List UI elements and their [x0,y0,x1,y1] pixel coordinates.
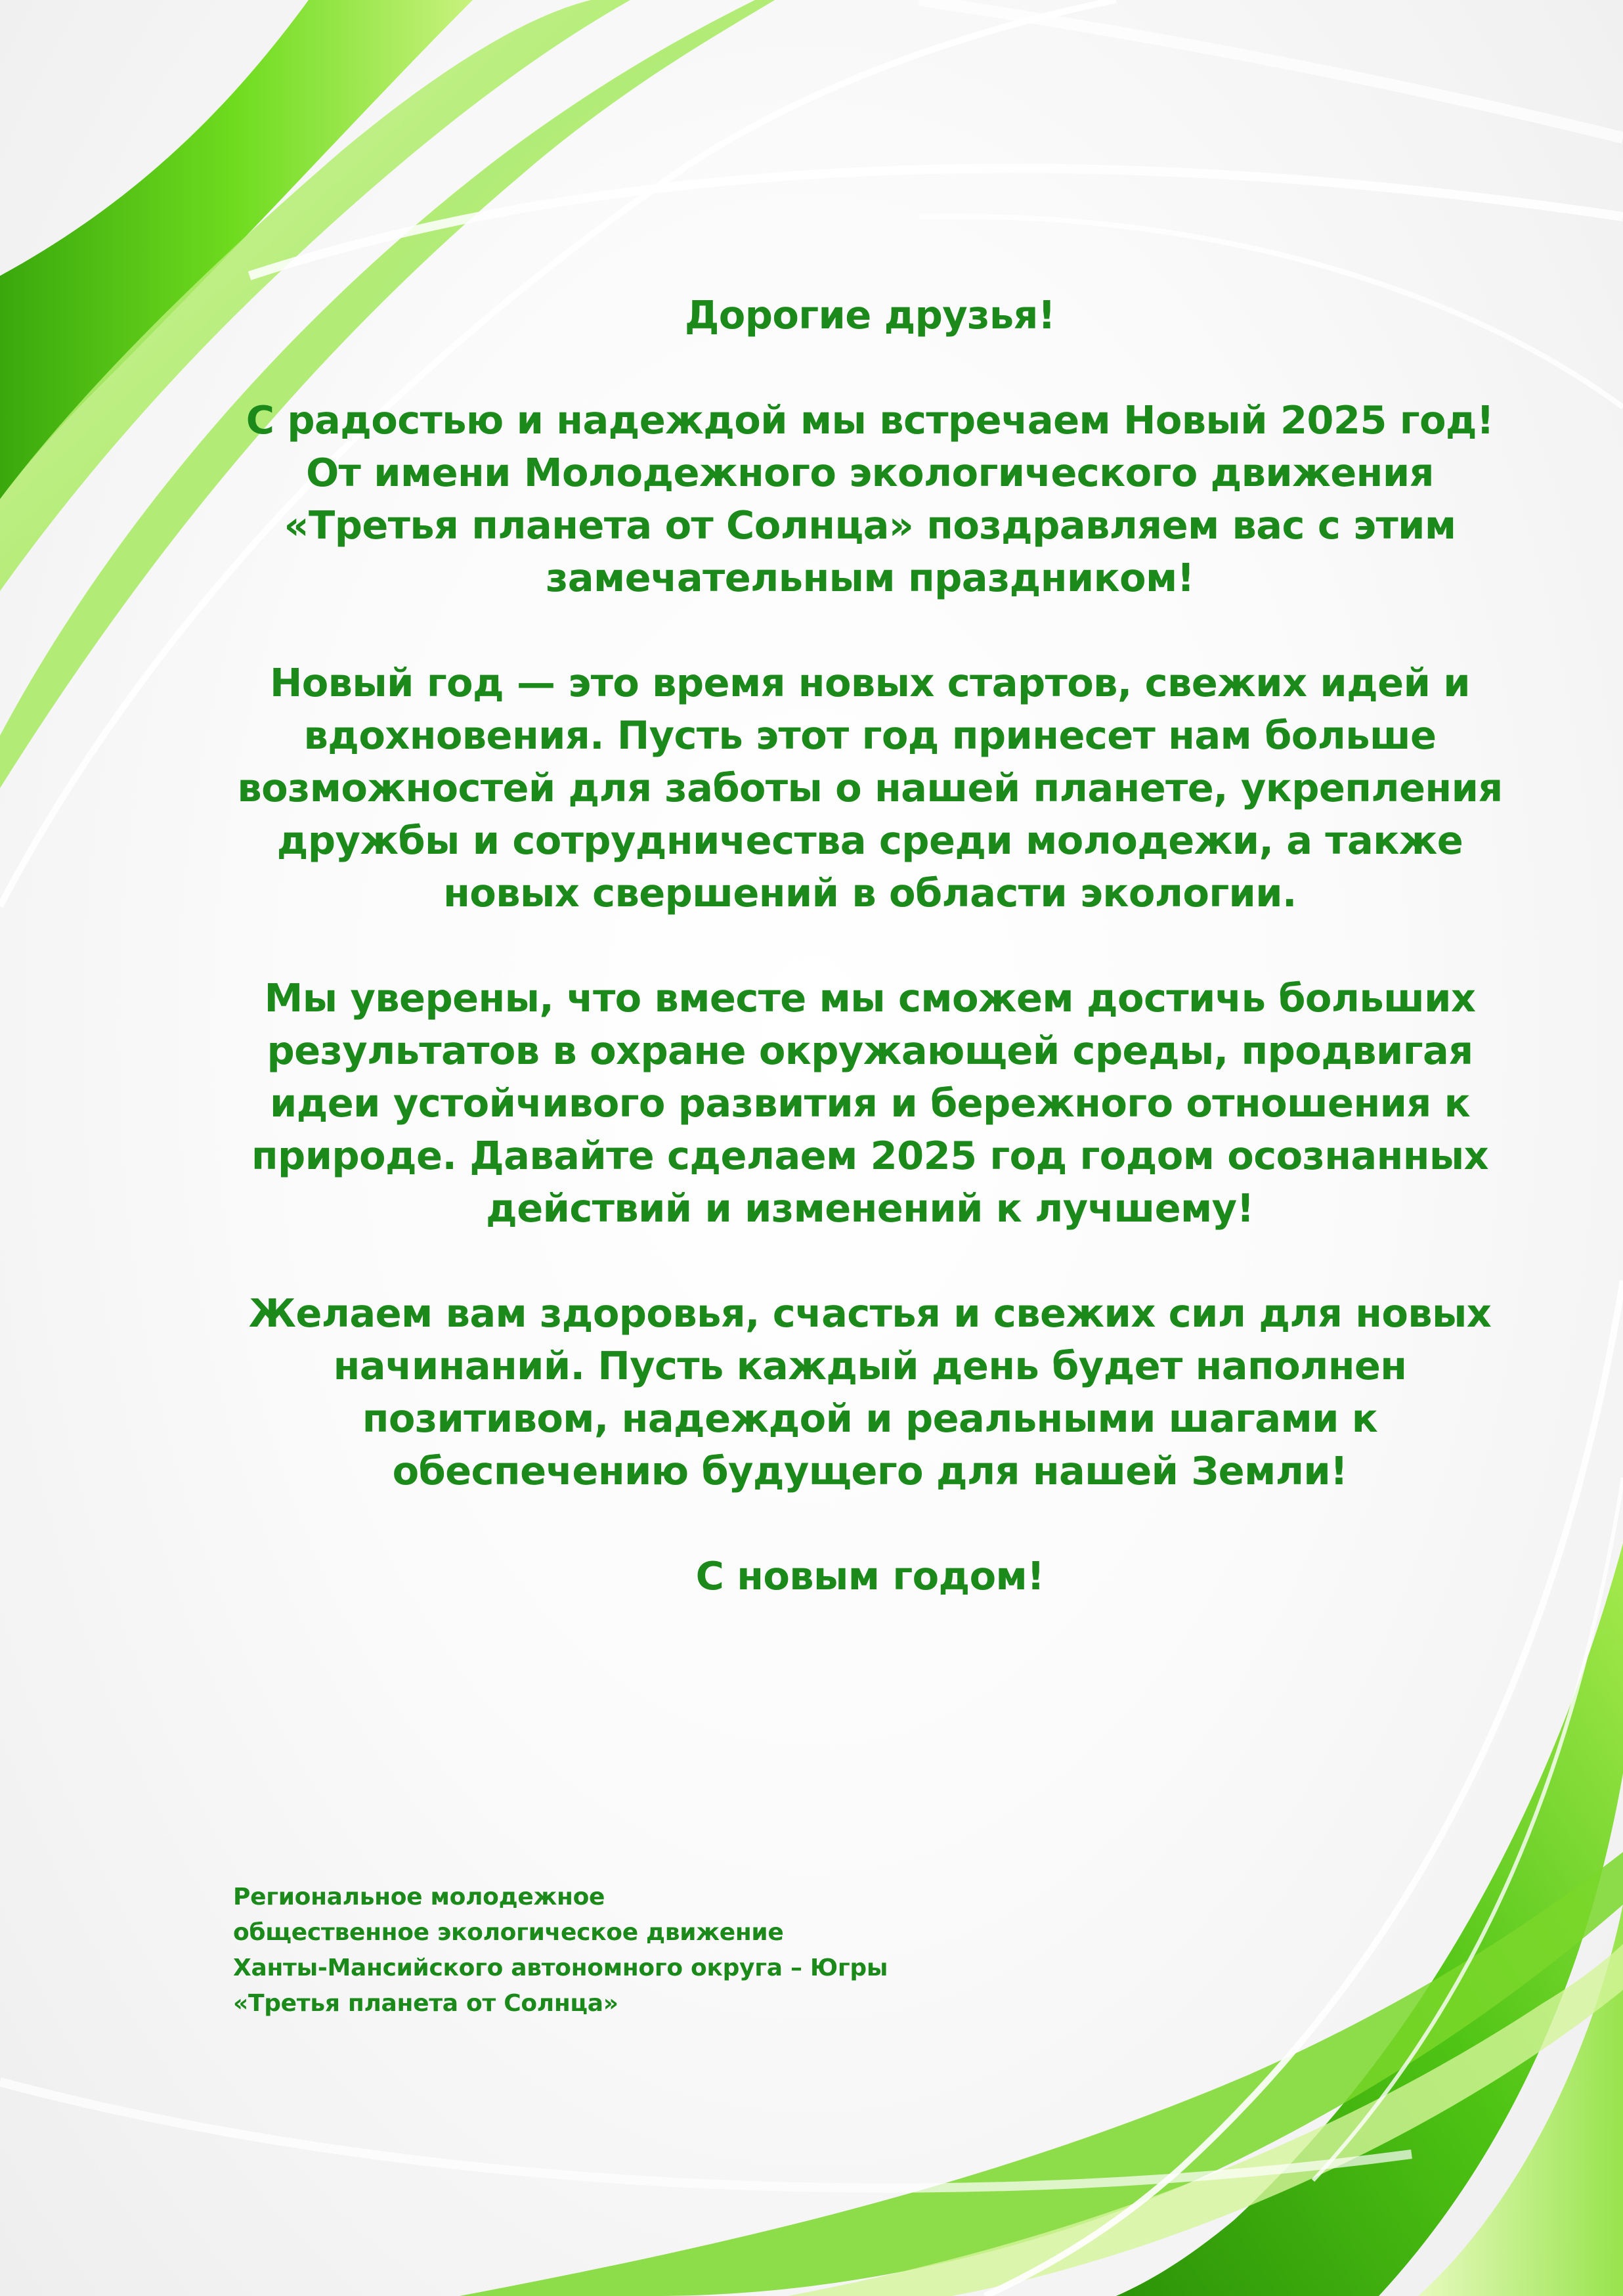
letter-paragraph: Желаем вам здоровья, счастья и свежих сил для новых начинаний. Пусть каждый день будет наполнен позитивом, надеждой и реальными шагами к обеспечению будущего для нашей Земли! [248,1291,1492,1493]
organization-line: Ханты-Мансийского автономного округа – Югры [233,1954,888,1981]
letter-greeting: Дорогие друзья! [684,292,1056,338]
letter-closing: С новым годом! [695,1553,1045,1599]
letter-paragraph: Мы уверены, что вместе мы сможем достичь больших результатов в охране окружающей среды, продвигая идеи устойчивого развития и бережного отношения к природе. Давайте сделаем 2025 год годом осознанных действий и изменений к лучшему! [251,975,1489,1231]
organization-line: общественное экологическое движение [233,1919,784,1946]
letter-body [236,289,1504,1602]
organization-signature [233,1880,1021,2021]
organization-line: «Третья планета от Солнца» [233,1990,618,2017]
top-grey-arc [249,168,1623,276]
letter-paragraph: С радостью и надеждой мы встречаем Новый 2025 год! От имени Молодежного экологического движения «Третья планета от Солнца» поздравляем вас с этим замечательным праздником! [246,397,1494,600]
organization-line: Региональное молодежное [233,1884,605,1910]
letter-paragraph: Новый год — это время новых стартов, свежих идей и вдохновения. Пусть этот год принесет нам больше возможностей для заботы о нашей планете, укрепления дружбы и сотрудничества среди молодежи, а также новых свершений в области экологии. [237,660,1503,916]
top-grey-arc-2 [919,0,1623,138]
